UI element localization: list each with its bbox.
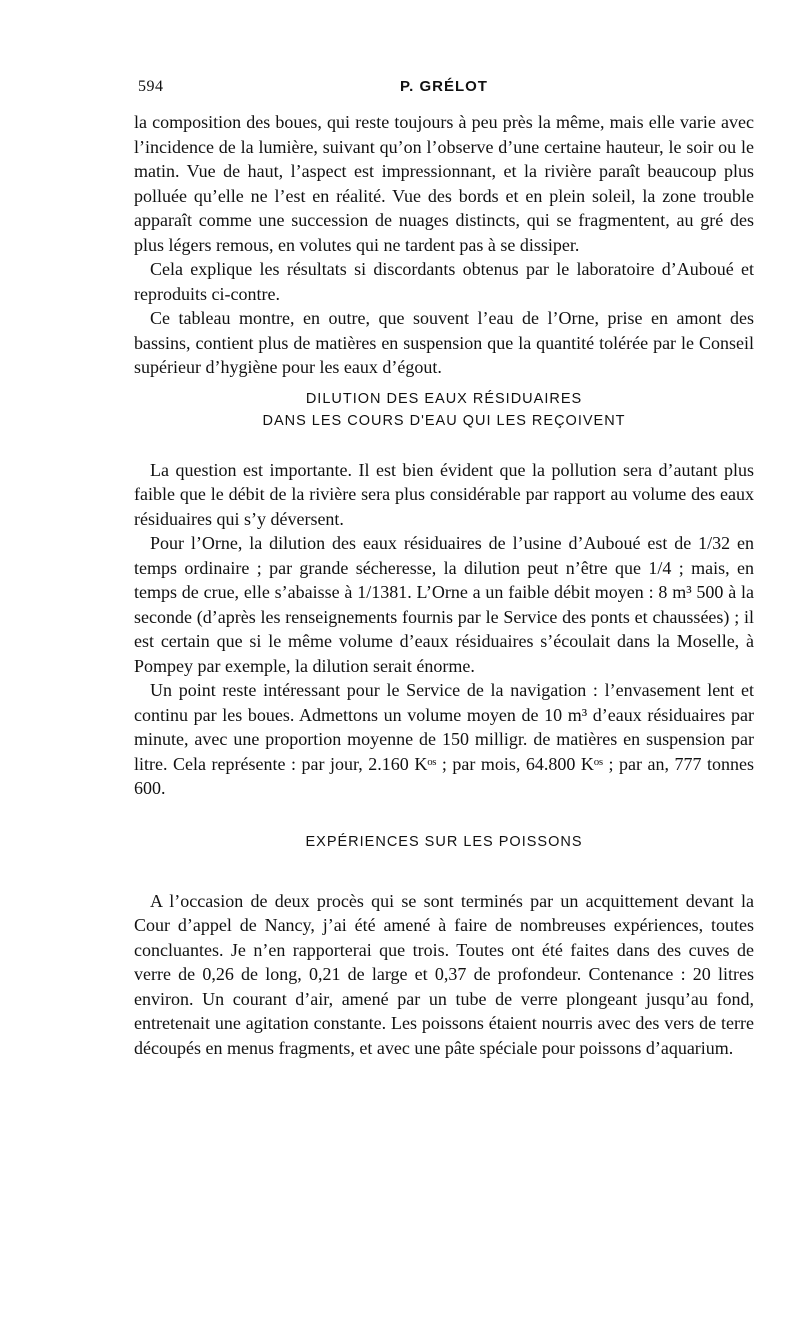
running-head: P. GRÉLOT [400,78,488,95]
paragraph: A l’occasion de deux procès qui se sont terminés par un acquittement devant la Cour d’appel de Nancy, j’ai été amené à faire de nombreuses expériences, toutes concluantes. Je n’en rapporterai que trois. Toutes ont été faites dans des cuves de verre de 0,26 de long, 0,21 de large et 0,37 de profondeur. Contenance : 20 litres environ. Un courant d’air, amené par un tube de verre plongeant jusqu’au fond, entretenait une agitation constante. Les poissons étaient nourris avec des vers de terre découpés en menus fragments, et avec une pâte spéciale pour poissons d’aquarium. [134,890,754,1058]
page-number: 594 [138,78,164,95]
paragraph: la composition des boues, qui reste toujours à peu près la même, mais elle varie avec l’incidence de la lumière, suivant qu’on l’observe d’une certaine hauteur, le soir ou le matin. Vue de haut, l’aspect est impressionnant, et la rivière paraît beaucoup plus polluée qu’elle ne l’est en réalité. Vue des bords et en plein soleil, la zone trouble apparaît comme une succession de nuages distincts, qui se fragmentent, au gré des plus légers remous, en volutes qui ne tardent pas à se dissiper. [134,112,754,255]
page-header [134,70,754,110]
paragraph: Pour l’Orne, la dilution des eaux résiduaires de l’usine d’Auboué est de 1/32 en temps ordinaire ; par grande sécheresse, la dilution peut n’être que 1/4 ; mais, en temps de crue, elle s’abaisse à 1/1381. L’Orne a un faible débit moyen : 8 m³ 500 à la seconde (d’après les renseignements fournis par le Service des ponts et chaussées) ; il est certain que si le même volume d’eaux résiduaires s’écoulait dans la Moselle, à Pompey par exemple, la dilution serait énorme. [134,533,754,676]
paragraph: Ce tableau montre, en outre, que souvent l’eau de l’Orne, prise en amont des bassins, contient plus de matières en suspension que la quantité tolérée par le Conseil supérieur d’hygiène pour les eaux d’égout. [134,308,754,377]
section-title-line: EXPÉRIENCES SUR LES POISSONS [305,833,583,850]
page [134,70,754,1060]
section-heading-dilution [134,388,754,432]
paragraph: Cela explique les résultats si discordants obtenus par le laboratoire d’Auboué et reproduits ci-contre. [134,259,754,304]
paragraph: Un point reste intéressant pour le Service de la navigation : l’envasement lent et continu par les boues. Admettons un volume moyen de 10 m³ d’eaux résiduaires par minute, avec une proportion moyenne de 150 milligr. de matières en suspension par litre. Cela représente : par jour, 2.160 Kᵒˢ ; par mois, 64.800 Kᵒˢ ; par an, 777 tonnes 600. [134,680,754,798]
section-title-line: DILUTION DES EAUX RÉSIDUAIRES [305,390,583,407]
paragraph: La question est importante. Il est bien évident que la pollution sera d’autant plus faible que le débit de la rivière sera plus considérable par rapport au volume des eaux résiduaires qui s’y déversent. [134,459,754,529]
section-heading-poissons [134,831,754,853]
section-title-line: DANS LES COURS D'EAU QUI LES REÇOIVENT [262,412,626,429]
